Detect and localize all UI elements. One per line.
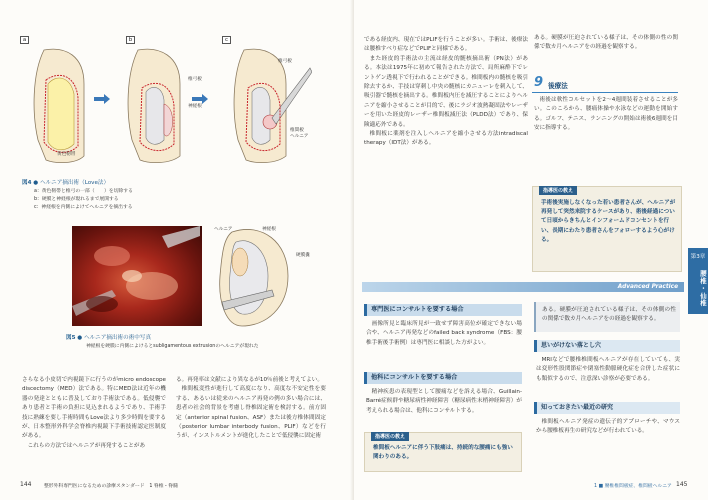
chapter-tab[interactable] <box>688 248 708 314</box>
advanced-practice-bar <box>362 282 684 292</box>
pitfall-body <box>536 356 680 396</box>
paragraph: MRIなどで腰椎椎間板ヘルニアが存在していても、実は変形性股関節症や閉塞性動脈硬化症を合併した症状にも類似するので、注意深い診察が必要である。 <box>536 357 680 382</box>
left-body-column-1 <box>22 376 166 470</box>
paragraph: である経皮内、現在ではPLIFを行うことが多い。手術は、後療法は腰椎すべり症などでPLIFと同様である。 <box>364 37 528 53</box>
text-run: 見込まれるようであり、手術手技に熟練を要し手術時間もLove法より多少時間を要するが、日本整形外科学会脊椎内視鏡下手術技術認定医制度がある。 <box>22 405 166 440</box>
figure4-caption: 図4 ● ヘルニア摘出術（Love法） <box>22 180 110 186</box>
figure5-caption: 図5 ● ヘルニア摘出術の術中写真 <box>66 335 152 341</box>
note-text: ある。硬膜が圧迫されている様子は、その体側の性の関係で数カ月ヘルニアをの経過を観察する。 <box>542 307 676 323</box>
left-body-column-2 <box>176 376 326 470</box>
consult-specialist-heading: 専門医にコンサルトを要する場合 <box>364 304 522 316</box>
section-title: 後療法 <box>548 82 568 90</box>
paragraph: 精神疾患の表現型として腰痛などを訴える場合、Guillain-Barré症候群や糖尿病性神経障害（糖尿病性末梢神経障害）が考えられる場合は、他科にコンサルトする。 <box>366 389 522 414</box>
spine-illustration-a <box>26 44 88 168</box>
arrow-right-icon <box>192 94 208 104</box>
label-hernia: ヘルニア <box>214 227 233 232</box>
chapter-title: 腰椎・仙椎 <box>699 270 707 307</box>
tip-box-1 <box>532 186 682 272</box>
label-lamina-c: 椎弓板 <box>278 59 292 64</box>
label-lamina-b: 椎弓板 <box>188 77 202 82</box>
tip-text: 椎間板ヘルニアに伴う下肢痛は、持続的な腰痛にも強い関わりのある。 <box>373 445 513 461</box>
paragraph: 椎間板変性が進行して高度になり、高度な不安定性を要する、あるいは従来のヘルニア再発の例の多い場合には、患者の社会的背景を考慮し脊椎固定術を検討する。前方固定（anterior spinal fusion、ASF）または後方椎体間固定（posterior lumbar interbody fusion、PLIF）などを行うが、インストルメントが進化したことで低侵襲に固定術 <box>176 386 326 440</box>
label-dura: 硬膜嚢 <box>296 253 310 258</box>
label-hernia-c: 椎間板 ヘルニア <box>290 128 309 139</box>
page-number-left: 144 <box>20 481 32 488</box>
paragraph: 椎間板ヘルニア発症の遺伝子的アプローチや、マウスから腰椎板再生の研究などが行われている。 <box>536 419 680 435</box>
panel-tag-b: b <box>126 36 135 44</box>
paragraph: ある。硬膜が圧迫されている様子は、その体側の性の関係で数カ月ヘルニアをの経過を観察する。 <box>534 35 678 51</box>
text-run: さらなる小皮切で内視鏡下に行うのがmicro endoscope discectomy（MED）法 <box>22 377 166 393</box>
latest-research-heading: 知っておきたい最近の研究 <box>534 402 680 414</box>
figure5-number: 図5 <box>66 335 76 341</box>
paragraph: 画像所見と臨床所見が一致せず障害高位が確定できない場合や、ヘルニア再発などのfailed back syndrome（FBS：腰椎手術後手術例）は専門医に相談した方がよい。 <box>366 321 522 346</box>
spine-illustration-b <box>120 44 186 168</box>
panel-tag-a: a <box>20 36 29 44</box>
tip-box-2 <box>364 432 522 472</box>
label-nerve-root: 神経根 <box>262 227 276 232</box>
tip-text: 手術後実施しなくなった若い患者さんが、ヘルニアが再発して突然来院するケースがあり、術後経過について日頃からきちんとインフォームドコンセントを行い、長期にわたり患者さんをフォローするよう心がける。 <box>541 200 676 243</box>
text-run: である。特にMED法は近年の機器の発達とともに普及しており手術法である。低侵襲であり患者と手術の負担に <box>22 386 166 412</box>
figure4-caption-c: c：神経根を内側によけてヘルニアを摘出する <box>34 205 133 210</box>
right-body-column-1 <box>364 36 528 280</box>
figure4-caption-a: a：黄色靭帯と椎弓の一部（ ）を切除する <box>34 189 133 194</box>
section-rule <box>532 92 678 93</box>
section9-body <box>534 96 678 162</box>
consult-specialist-body <box>366 320 522 362</box>
label-nerve-root-b: 神経根 <box>188 104 202 109</box>
right-top-text <box>534 34 678 72</box>
figure4-caption-b: b：硬膜と神経根が現れるまで展開する <box>34 197 119 202</box>
figure5-subcaption: 神経根を硬膜に内側によけるとsubligamentous extrusionのヘルニアが現れた <box>86 344 259 349</box>
consult-other-heading: 他科にコンサルトを要する場合 <box>364 372 522 384</box>
figure5-title: ヘルニア摘出術の術中写真 <box>83 335 152 341</box>
paragraph: また経皮的手術法の主流は経皮的髄核摘出術（PN法）がある。本法は1975年に初めて報告された方法で、局所麻酔下でレントゲン透視下で行われることができる。椎間板内の髄核を吸引除去するか、手技は穿刺し中央の髄核にカニューレを刺入して、吸引器で髄核を摘出する。椎間板内圧を減圧することによりヘルニアを縮小させることが目的で、後にラジオ波熱凝固法やレーザーを用いた経皮的レーザー椎間板減圧法（PLDD法）であり、保険適応外である。 <box>364 55 528 128</box>
panel-tag-c: c <box>222 36 231 44</box>
pitfall-heading: 思いがけない落とし穴 <box>534 340 680 352</box>
note-box <box>534 302 680 332</box>
tip-label: 指導医の教え <box>539 186 577 195</box>
hernia-illustration <box>212 222 308 330</box>
section-number: 9 <box>534 75 544 90</box>
figure4-number: 図4 <box>22 180 32 186</box>
footer-left: 整形外科専門医になるための診療スタンダード 1 脊椎・脊髄 <box>44 484 178 489</box>
right-page <box>354 0 708 500</box>
page-number-right: 145 <box>676 481 688 488</box>
spine-illustration-c <box>226 44 312 168</box>
paragraph: 術後は軟性コルセットを2〜4週間装着させることが多い。このころから、腰痛体操や水泳などの運動を開始する。ゴルフ、テニス、ランニングの開始は術後6週間を目安に指導する。 <box>534 97 678 132</box>
label-yellow-ligament: 黄色靭帯 <box>57 152 76 157</box>
paragraph: 椎間板に薬剤を注入しヘルニアを縮小させる方法intradiscal therapy（IDT法）がある。 <box>364 131 528 147</box>
surgery-photo <box>72 226 202 326</box>
paragraph: る。再発率は文献により異なるが10％前後と考えてよい。 <box>176 377 323 383</box>
chapter-number: 第3章 <box>690 254 706 260</box>
figure4-title: ヘルニア摘出術（Love法） <box>39 180 110 186</box>
advanced-practice-label: Advanced Practice <box>617 284 678 290</box>
consult-other-body <box>366 388 522 428</box>
arrow-right-icon <box>94 94 110 104</box>
latest-research-body <box>536 418 680 448</box>
footer-right: 1 ■ 腰椎椎間板症、椎間板ヘルニア <box>594 484 672 489</box>
paragraph: これらの方法ではヘルニアが再発することがあ <box>27 442 146 449</box>
tip-label: 指導医の教え <box>371 432 409 441</box>
